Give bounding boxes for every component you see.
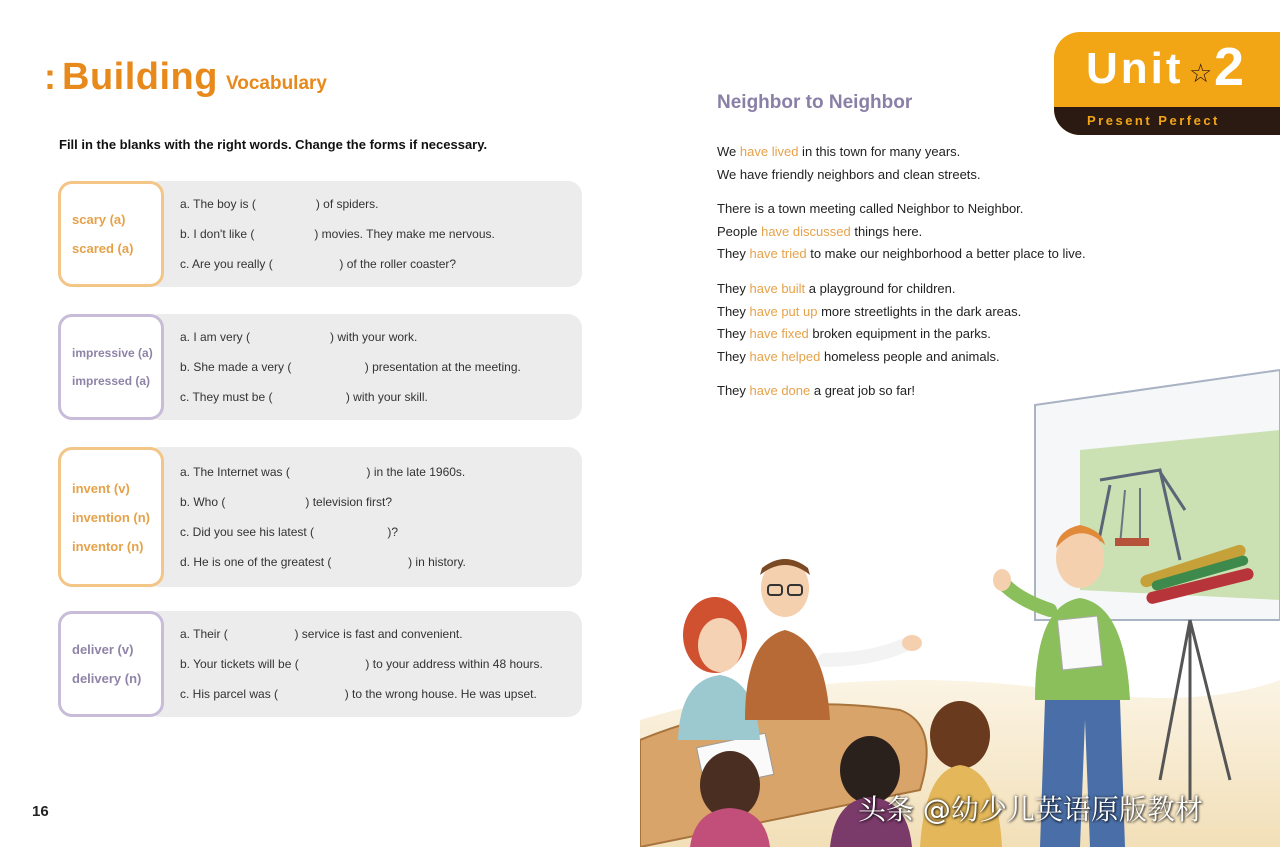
text-segment: They (717, 348, 750, 364)
exercise-block-3 (58, 447, 582, 587)
highlighted-verb: have helped (749, 348, 821, 364)
highlighted-verb: have tried (749, 246, 807, 262)
word-option: scared (a) (72, 241, 134, 256)
meeting-illustration (640, 360, 1280, 847)
sentence: a. Their ( ) service is fast and convenient. (180, 627, 463, 641)
sentence: a. I am very ( ) with your work. (180, 330, 418, 344)
story-title: Neighbor to Neighbor (717, 92, 913, 113)
sentence-list (180, 314, 582, 420)
word-box (58, 611, 164, 717)
highlighted-verb: have put up (749, 303, 818, 319)
story-line (717, 141, 1237, 164)
text-segment: People (717, 223, 762, 239)
text-segment: They (717, 303, 750, 319)
sentence: b. Your tickets will be ( ) to your address within 48 hours. (180, 657, 543, 671)
word-box (58, 181, 164, 287)
story-paragraph (717, 141, 1237, 186)
sentence: b. I don't like ( ) movies. They make me nervous. (180, 227, 495, 241)
word-box (58, 447, 164, 587)
sentence: b. Who ( ) television first? (180, 495, 393, 509)
word-option: invention (n) (72, 509, 150, 525)
sentence-list (180, 181, 582, 287)
unit-strip (1054, 107, 1280, 135)
story-line (717, 164, 1237, 187)
sentence: a. The Internet was ( ) in the late 1960s. (180, 465, 466, 479)
story-line (717, 243, 1237, 266)
text-segment: broken equipment in the parks. (808, 326, 991, 342)
story-line (717, 301, 1237, 324)
text-segment: We (717, 144, 740, 159)
unit-label: Unit (1086, 44, 1184, 93)
highlighted-verb: have discussed (761, 223, 851, 239)
text-segment: They (717, 326, 750, 342)
word-box (58, 314, 164, 420)
word-option: scary (a) (72, 212, 126, 227)
text-segment: a playground for children. (805, 280, 956, 296)
watermark: 头条 @幼少儿英语原版教材 (858, 793, 1203, 826)
highlighted-verb: have lived (739, 144, 799, 159)
text-segment: in this town for many years. (798, 144, 961, 159)
story-line (717, 278, 1237, 301)
title-colon: : (44, 56, 56, 97)
text-segment: They (717, 246, 750, 262)
sentence-list (180, 447, 582, 587)
instruction-text: Fill in the blanks with the right words. Change the forms if necessary. (59, 137, 488, 152)
story-line (717, 221, 1237, 244)
story-paragraph (717, 198, 1237, 266)
highlighted-verb: have built (749, 280, 806, 296)
text-segment: more streetlights in the dark areas. (817, 303, 1022, 319)
text-segment: There is a town meeting called Neighbor to Neighbor. (717, 201, 1024, 217)
sentence: b. She made a very ( ) presentation at the meeting. (180, 360, 521, 374)
sentence-list (180, 611, 582, 717)
text-segment: to make our neighborhood a better place to live. (806, 246, 1086, 262)
story-paragraph (717, 278, 1237, 368)
text-segment: They (717, 383, 750, 399)
text-segment: things here. (850, 223, 923, 239)
sentence: c. His parcel was ( ) to the wrong house. He was upset. (180, 687, 537, 701)
story-line (717, 198, 1237, 221)
page-title: Building (62, 56, 218, 98)
word-option: inventor (n) (72, 538, 144, 554)
text-segment: homeless people and animals. (820, 348, 1000, 364)
sentence: c. Did you see his latest ( )? (180, 525, 399, 539)
page-header (44, 56, 327, 99)
exercise-block-4 (58, 611, 582, 717)
word-option: impressed (a) (72, 374, 151, 388)
word-option: invent (v) (72, 480, 130, 496)
story-line (717, 323, 1237, 346)
text-segment: We have friendly neighbors and clean streets. (717, 166, 981, 182)
unit-subtitle: Present Perfect (1087, 113, 1220, 128)
sentence: c. They must be ( ) with your skill. (180, 390, 428, 404)
page-subtitle: Vocabulary (225, 73, 327, 94)
word-option: delivery (n) (72, 671, 142, 686)
unit-number: 2 (1214, 37, 1245, 97)
sentence: c. Are you really ( ) of the roller coaster? (180, 257, 457, 271)
word-option: deliver (v) (72, 642, 134, 657)
sentence: a. The boy is ( ) of spiders. (180, 197, 379, 211)
word-option: impressive (a) (72, 346, 153, 360)
sentence: d. He is one of the greatest ( ) in history. (180, 555, 466, 569)
exercise-block-2 (58, 314, 582, 420)
text-segment: They (717, 280, 750, 296)
unit-badge (1054, 32, 1280, 135)
star-icon: ☆ (1189, 58, 1213, 88)
page-number: 16 (32, 803, 49, 820)
exercise-block-1 (58, 181, 582, 287)
highlighted-verb: have fixed (749, 326, 809, 342)
highlighted-verb: have done (749, 383, 811, 399)
text-segment: a great job so far! (810, 383, 916, 399)
